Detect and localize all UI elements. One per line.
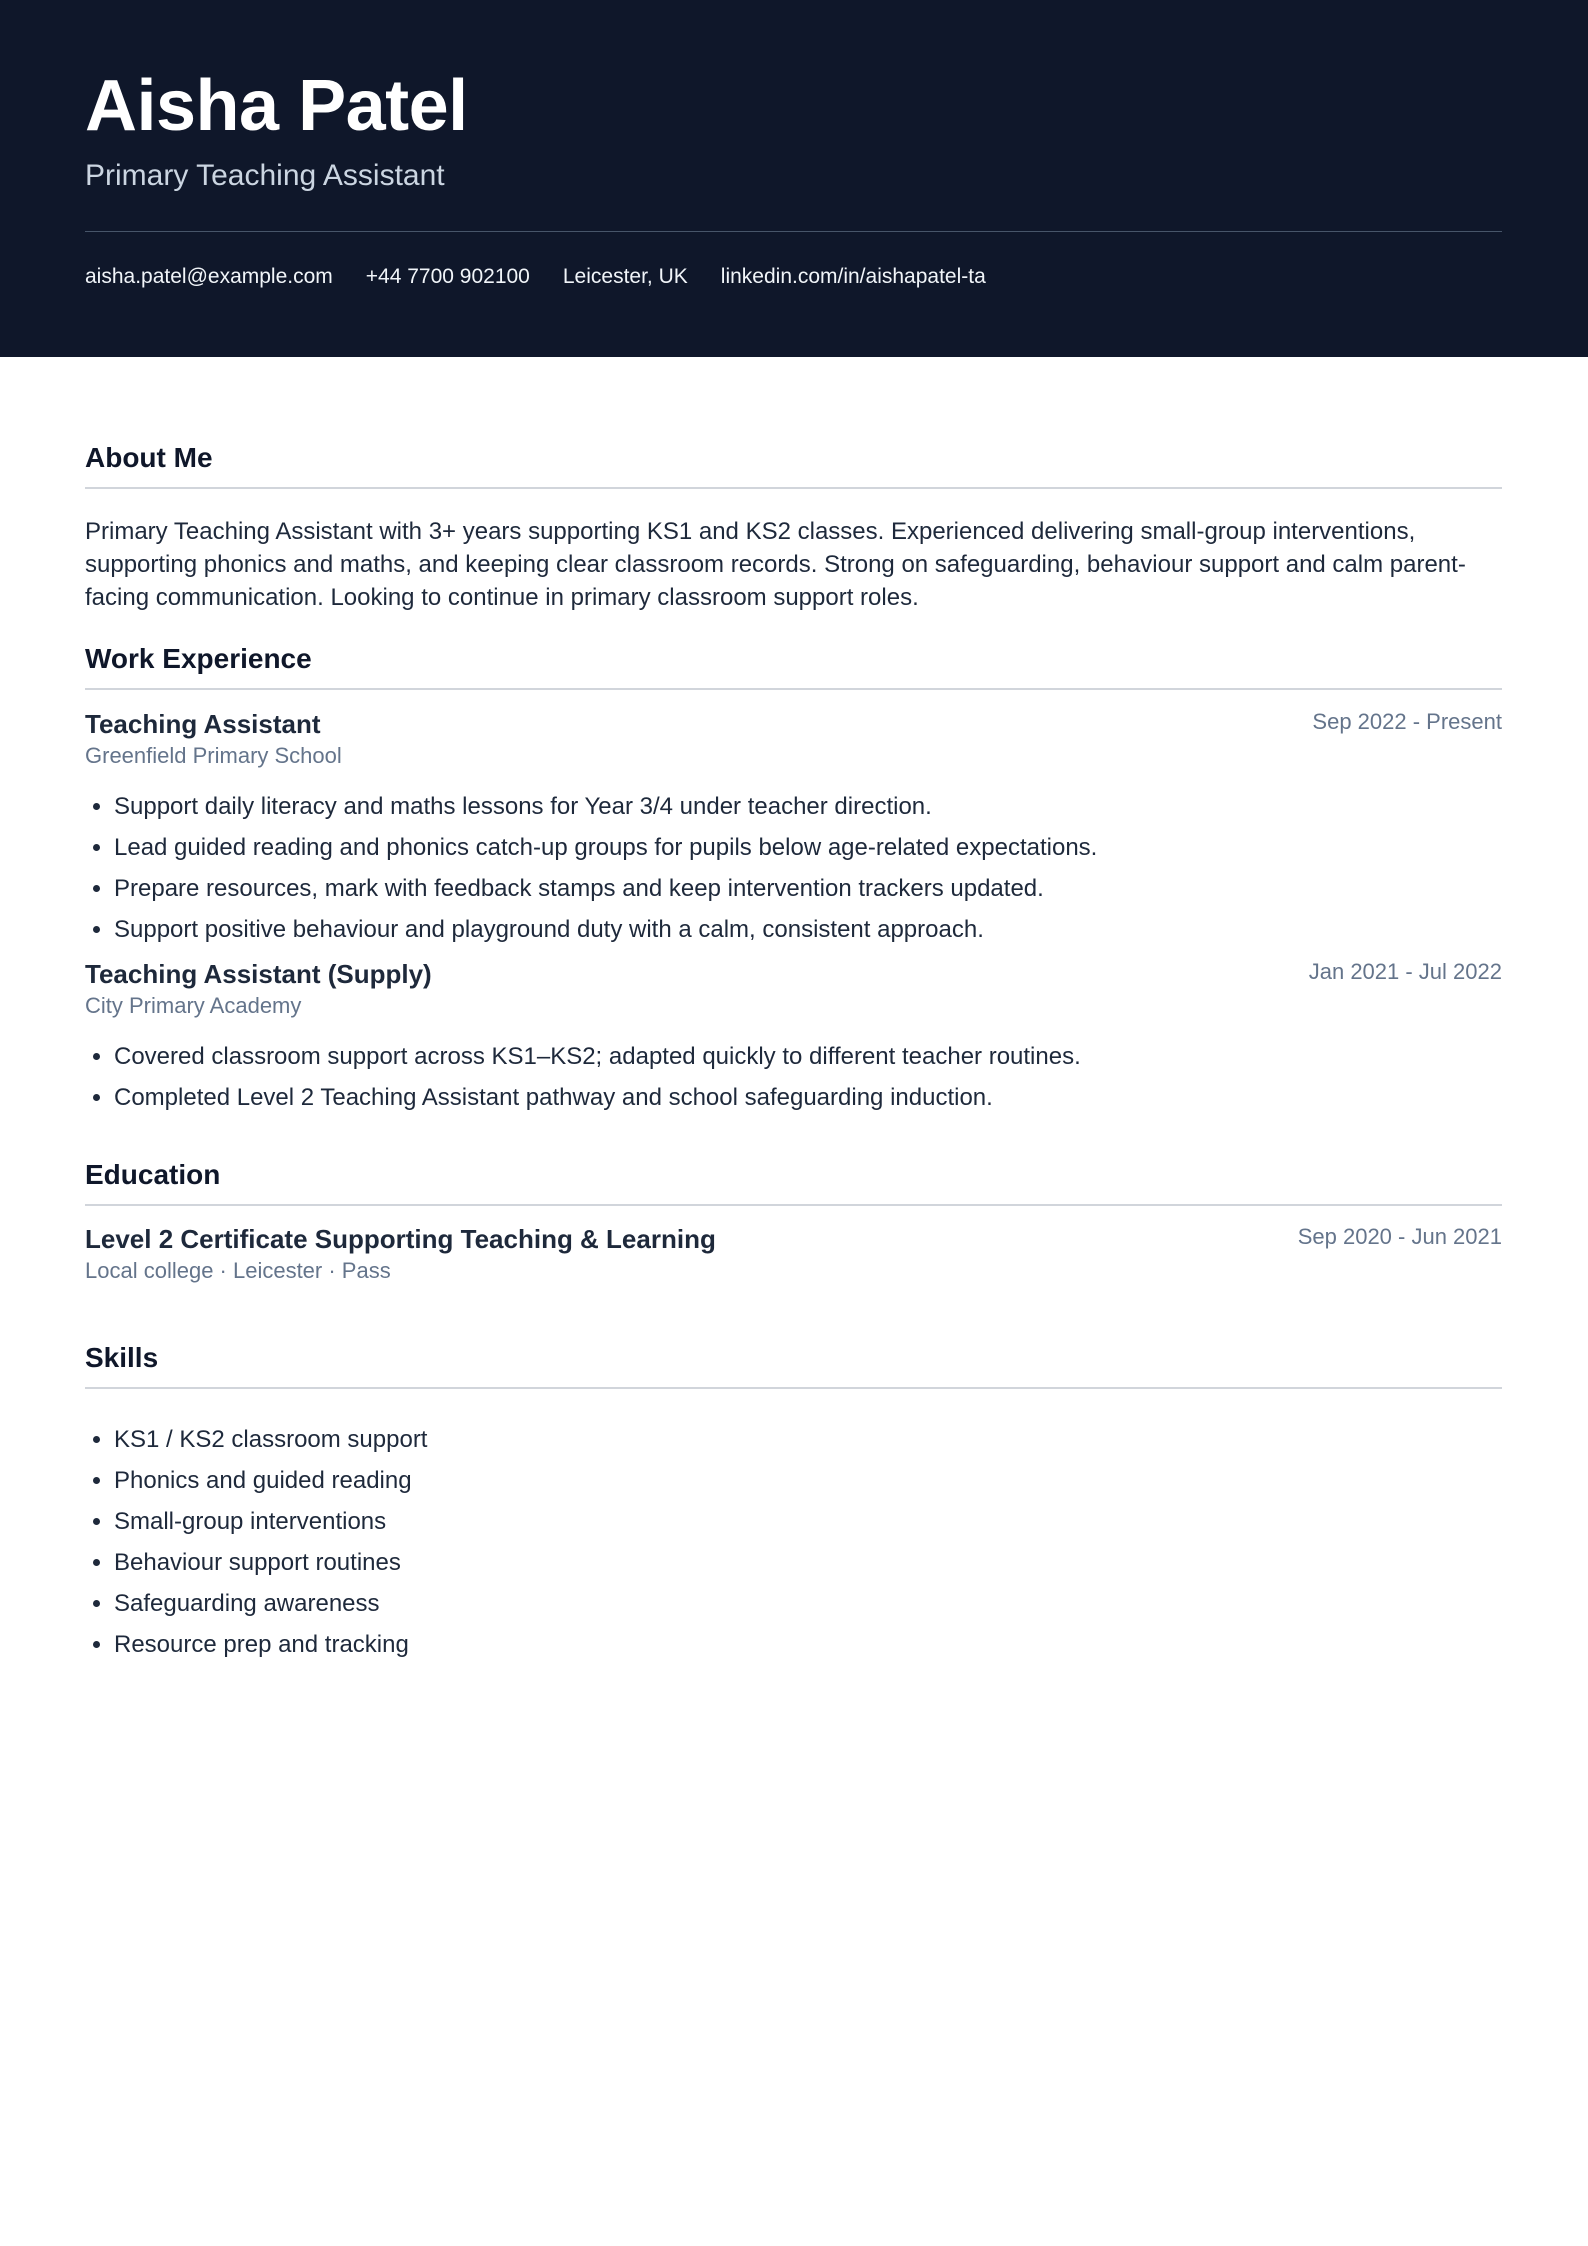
job-bullets (85, 1036, 1502, 1118)
resume-body (0, 357, 1588, 1665)
contact-phone[interactable]: +44 7700 902100 (365, 265, 530, 288)
list-item: • Covered classroom support across KS1–KS2; adapted quickly to different teacher routines. (114, 1036, 1502, 1077)
section-title-experience: Work Experience (85, 643, 312, 674)
job-employer: City Primary Academy (85, 993, 302, 1018)
section-divider (85, 487, 1502, 489)
job-entry (85, 957, 1502, 1118)
list-item: • Completed Level 2 Teaching Assistant pathway and school safeguarding induction. (114, 1077, 1502, 1118)
job-bullets (85, 786, 1502, 950)
list-item: • Prepare resources, mark with feedback stamps and keep intervention trackers updated. (114, 868, 1502, 909)
education-header (85, 1222, 1502, 1256)
header-divider (85, 231, 1502, 232)
candidate-name: Aisha Patel (85, 66, 468, 146)
skills-list (85, 1419, 1502, 1665)
contact-bar (85, 263, 986, 291)
list-item: • Support daily literacy and maths lessons for Year 3/4 under teacher direction. (114, 786, 1502, 827)
job-title: Teaching Assistant (85, 709, 321, 739)
list-item: • Phonics and guided reading (114, 1460, 1502, 1501)
contact-location: Leicester, UK (562, 265, 688, 288)
section-divider (85, 688, 1502, 690)
job-dates: Sep 2022 - Present (1312, 709, 1502, 734)
job-dates: Jan 2021 - Jul 2022 (1308, 959, 1502, 984)
education-details: Local college · Leicester · Pass (85, 1258, 391, 1283)
job-employer: Greenfield Primary School (85, 743, 342, 768)
job-title: Teaching Assistant (Supply) (85, 959, 432, 989)
list-item: • Resource prep and tracking (114, 1624, 1502, 1665)
contact-linkedin[interactable]: linkedin.com/in/aishapatel-ta (720, 265, 986, 288)
education-section (85, 1157, 1502, 1286)
list-item: • Lead guided reading and phonics catch-up groups for pupils below age-related expectations. (114, 827, 1502, 868)
section-title-education: Education (85, 1159, 221, 1190)
list-item: • Small-group interventions (114, 1501, 1502, 1542)
job-header (85, 707, 1502, 741)
list-item: • KS1 / KS2 classroom support (114, 1419, 1502, 1460)
experience-section (85, 641, 1502, 1118)
resume-header (0, 0, 1588, 357)
section-title-about: About Me (85, 442, 213, 473)
education-entry (85, 1222, 1502, 1286)
section-divider (85, 1204, 1502, 1206)
candidate-role: Primary Teaching Assistant (85, 159, 445, 192)
skills-section (85, 1340, 1502, 1665)
list-item: • Support positive behaviour and playground duty with a calm, consistent approach. (114, 909, 1502, 950)
list-item: • Safeguarding awareness (114, 1583, 1502, 1624)
about-text: Primary Teaching Assistant with 3+ years supporting KS1 and KS2 classes. Experienced delivering small-group interventions, supporting phonics and maths, and keeping clear classroom records. Strong on safeguarding, behaviour support and calm parent-facing communication. Looking to continue in primary classroom support roles. (85, 518, 1466, 611)
list-item: • Behaviour support routines (114, 1542, 1502, 1583)
job-entry (85, 707, 1502, 950)
job-header (85, 957, 1502, 991)
section-title-skills: Skills (85, 1342, 159, 1373)
education-title: Level 2 Certificate Supporting Teaching & Learning (85, 1224, 716, 1254)
education-dates: Sep 2020 - Jun 2021 (1297, 1224, 1502, 1249)
about-section (85, 357, 1502, 614)
contact-email[interactable]: aisha.patel@example.com (85, 265, 333, 288)
section-divider (85, 1387, 1502, 1389)
